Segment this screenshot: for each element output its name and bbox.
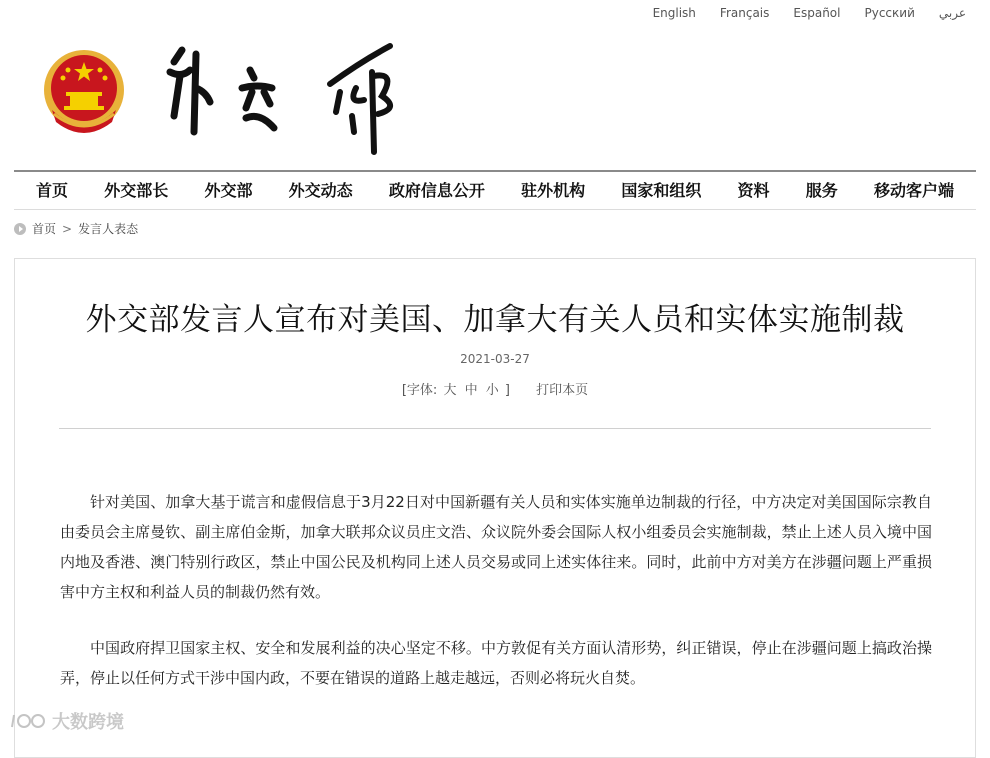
breadcrumb-current[interactable]: 发言人表态 xyxy=(78,222,139,236)
font-size-label-open: [字体: xyxy=(401,383,438,398)
article-paragraph: 中国政府捍卫国家主权、安全和发展利益的决心坚定不移。中方敦促有关方面认清形势，纠正错误，停止在涉疆问题上搞政治操弄，停止以任何方式干涉中国内政，不要在错误的道路上越走越远，否则必将玩火自焚。 xyxy=(60,639,932,687)
nav-mobile[interactable]: 移动客户端 xyxy=(873,181,954,200)
nav-minister[interactable]: 外交部长 xyxy=(104,181,169,200)
mfa-calligraphy-logo[interactable] xyxy=(160,32,420,162)
article-date: 2021-03-27 xyxy=(460,352,530,366)
font-size-large[interactable]: 大 xyxy=(443,383,457,398)
main-nav xyxy=(14,172,976,210)
article-title: 外交部发言人宣布对美国、加拿大有关人员和实体实施制裁 xyxy=(85,302,905,338)
nav-home[interactable]: 首页 xyxy=(36,181,69,200)
lang-spanish[interactable]: Español xyxy=(793,6,841,20)
watermark-logo-icon xyxy=(10,711,46,731)
article-paragraph: 针对美国、加拿大基于谎言和虚假信息于3月22日对中国新疆有关人员和实体实施单边制裁的行径，中方决定对美国国际宗教自由委员会主席曼钦、副主席伯金斯，加拿大联邦众议员庄文浩、众议院外委会国际人权小组委员会实施制裁，禁止上述人员入境中国内地及香港、澳门特别行政区，禁止中国公民及机构同上述人员交易或同上述实体往来。同时，此前中方对美方在涉疆问题上严重损害中方主权和利益人员的制裁仍然有效。 xyxy=(60,493,932,601)
lang-arabic[interactable]: عربي xyxy=(938,6,966,20)
font-size-label-close: ] xyxy=(504,383,510,398)
watermark-text: 大数跨境 xyxy=(52,712,124,733)
font-size-medium[interactable]: 中 xyxy=(464,383,478,398)
national-emblem-icon[interactable] xyxy=(40,48,128,138)
language-bar xyxy=(653,6,966,20)
breadcrumb-home[interactable]: 首页 xyxy=(32,222,57,236)
article-divider xyxy=(59,428,931,429)
nav-ministry[interactable]: 外交部 xyxy=(204,181,253,200)
play-circle-icon xyxy=(14,223,26,235)
nav-gov-info[interactable]: 政府信息公开 xyxy=(388,181,485,200)
lang-french[interactable]: Français xyxy=(719,6,770,20)
nav-countries[interactable]: 国家和组织 xyxy=(621,181,702,200)
lang-english[interactable]: English xyxy=(652,6,696,20)
breadcrumb xyxy=(14,220,138,237)
font-size-small[interactable]: 小 xyxy=(485,383,499,398)
nav-services[interactable]: 服务 xyxy=(805,181,838,200)
nav-diplomatic-news[interactable]: 外交动态 xyxy=(288,181,353,200)
print-page-link[interactable]: 打印本页 xyxy=(536,383,589,398)
breadcrumb-separator: > xyxy=(62,221,73,236)
nav-missions[interactable]: 驻外机构 xyxy=(521,181,586,200)
watermark xyxy=(10,708,124,734)
nav-materials[interactable]: 资料 xyxy=(737,181,770,200)
lang-russian[interactable]: Русский xyxy=(864,6,915,20)
article-tools xyxy=(0,379,990,398)
